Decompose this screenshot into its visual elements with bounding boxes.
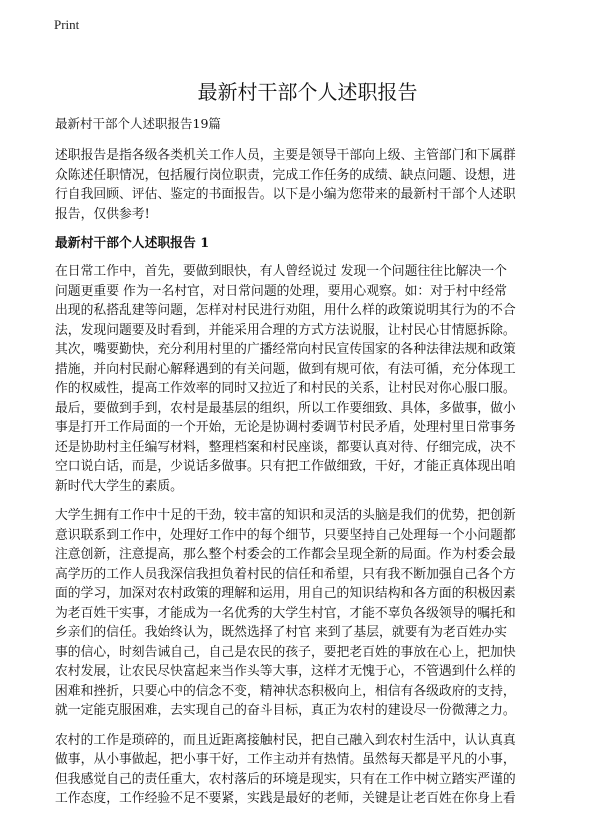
- document-subtitle: 最新村干部个人述职报告19篇: [55, 116, 221, 131]
- paragraph-line: 注意创新，注意提高，那么整个村委会的工作都会呈现全新的局面。作为村委会最: [55, 547, 516, 562]
- paragraph-line: 为老百姓干实事，才能成为一名优秀的大学生村官，才能不辜负各级领导的嘱托和: [55, 605, 516, 621]
- paragraph-line: 众陈述任职情况，包括履行岗位职责，完成工作任务的成绩、缺点问题、设想，进: [55, 167, 516, 183]
- page-title: 最新村干部个人述职报告: [197, 80, 418, 104]
- paragraph-line: 大学生拥有工作中十足的干劲，较丰富的知识和灵活的头脑是我们的优势，把创新: [55, 508, 516, 523]
- paragraph-line: 行自我回顾、评估、鉴定的书面报告。以下是小编为您带来的最新村干部个人述职: [55, 187, 516, 202]
- paragraph-line: 报告，仅供参考!: [55, 206, 150, 222]
- paragraph-line: 法，发现问题要及时看到，并能采用合理的方式方法说服，让村民心甘情愿拆除。: [55, 322, 516, 338]
- paragraph-line: 新时代大学生的素质。: [55, 478, 183, 494]
- paragraph-line: 工作态度，工作经验不足不要紧，实践是最好的老师，关键是让老百姓在你身上看: [55, 791, 516, 806]
- paragraph-line: 做事，从小事做起，把小事干好，工作主动并有热情。虽然每天都是平凡的小事，: [55, 752, 516, 767]
- print-link[interactable]: Print: [54, 17, 80, 32]
- paragraph: [55, 731, 550, 809]
- paragraph: [55, 146, 550, 224]
- paragraph-line: 农村发展，让农民尽快富起来当作头等大事，这样才无愧于心，不管遇到什么样的: [55, 664, 516, 679]
- paragraph-line: 述职报告是指各级各类机关工作人员，主要是领导干部向上级、主管部门和下属群: [55, 148, 516, 163]
- document-body: [55, 78, 550, 819]
- paragraph-line: 意识联系到工作中，处理好工作中的每个细节，只要坚持自己处理每一个小问题都: [55, 527, 516, 543]
- paragraph-line: 事是打开工作局面的一个开始，无论是协调村委调节村民矛盾，处理村里日常事务: [55, 420, 516, 435]
- paragraph-line: 就一定能克服困难，去实现自己的奋斗目标，真正为农村的建设尽一份微薄之力。: [55, 703, 516, 718]
- paragraph-line: 农村的工作是琐碎的，而且近距离接触村民，把自己融入到农村生活中，认认真真: [55, 732, 516, 748]
- paragraph-line: 最后，要做到手到，农村是最基层的组织，所以工作要细致、具体，多做事，做小: [55, 400, 516, 416]
- intro-section: [55, 146, 550, 224]
- paragraph-line: 其次，嘴要勤快，充分利用村里的广播经常向村民宣传国家的各种法律法规和政策: [55, 342, 516, 357]
- paragraph-line: 困难和挫折，只要心中的信念不变，精神状态积极向上，相信有各级政府的支持，: [55, 683, 516, 699]
- paragraph: [55, 262, 550, 496]
- paragraph-line: 问题更重要 作为一名村官，对日常问题的处理，要用心观察。如：对于村中经常: [55, 283, 507, 299]
- report-body: [55, 262, 550, 809]
- paragraph-line: 高学历的工作人员我深信我担负着村民的信任和希望，只有我不断加强自己各个方: [55, 566, 516, 582]
- section-heading: 最新村干部个人述职报告 1: [55, 236, 210, 251]
- paragraph-line: 乡亲们的信任。我始终认为，既然选择了村官 来到了基层，就要有为老百姓办实: [55, 625, 507, 640]
- paragraph-line: 但我感觉自己的责任重大，农村落后的环境是现实，只有在工作中树立踏实严谨的: [55, 771, 516, 787]
- paragraph-line: 作的权威性，提高工作效率的同时又拉近了和村民的关系，让村民对你心服口服。: [55, 381, 516, 396]
- paragraph-line: 在日常工作中，首先，要做到眼快，有人曾经说过 发现一个问题往往比解决一个: [55, 264, 507, 279]
- paragraph: [55, 506, 550, 721]
- paragraph-line: 出现的私搭乱建等问题，怎样对村民进行劝阻，用什么样的政策说明其行为的不合: [55, 303, 516, 318]
- paragraph-line: 面的学习，加深对农村政策的理解和运用，用自己的知识结构和各方面的积极因素: [55, 586, 516, 601]
- paragraph-line: 还是协助村主任编写材料，整理档案和村民座谈，都要认真对待、仔细完成，决不: [55, 439, 516, 455]
- paragraph-line: 措施，并向村民耐心解释遇到的有关问题，做到有规可依，有法可循，充分体现工: [55, 361, 516, 377]
- paragraph-line: 事的信心，时刻告诫自己，自己是农民的孩子，要把老百姓的事放在心上，把加快: [55, 644, 516, 660]
- paragraph-line: 空口说白话，而是，少说话多做事。只有把工作做细致，干好，才能正真体现出咱: [55, 459, 516, 474]
